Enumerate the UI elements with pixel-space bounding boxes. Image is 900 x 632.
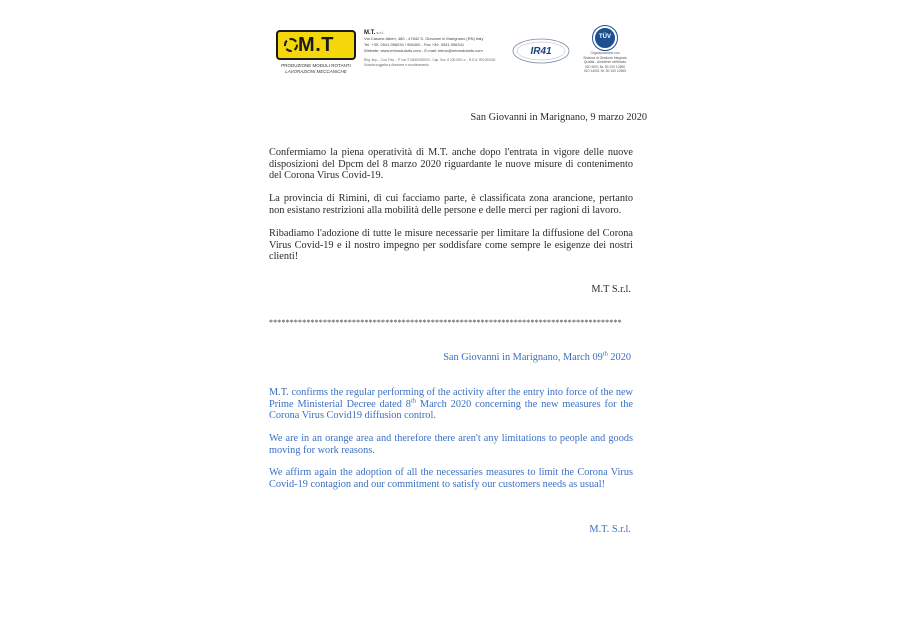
english-date-prefix: San Giovanni in Marignano, March 09 [443,352,603,363]
english-paragraph-3 [269,467,633,490]
mt-logo-caption [274,63,358,75]
ir-logo-text: IR41 [530,46,552,57]
company-info [364,30,504,68]
ir-certification-logo [512,38,570,64]
tuv-caption-2: Sistema di Gestione Integrato [583,55,627,60]
company-address: Via Casone Alberi, 480 - 47842 S. Giovanni in Marignano (RN) Italy [364,36,484,41]
english-signature: M.T. S.r.l. [589,524,631,535]
italian-paragraph-3 [269,228,633,263]
tuv-caption-4: ISO 9001 Nr. 50 100 12690 [584,64,626,69]
section-separator: ************************************************************************************* [269,318,622,327]
english-p1-part-b: March 2020 concerning the new measures for the Corona Virus Covid19 diffusion control. [269,398,634,422]
english-paragraph-2-text: We are in an orange area and therefore there aren't any limitations to people and goods moving for work reasons. [269,433,633,456]
company-registration [364,58,504,68]
italian-paragraph-1 [269,147,633,182]
company-reg-line-1: Reg. Imp. - Cod. Fisc. - P. Iva IT 00000000000 - Cap. Soc. € 100.000 i.v. - R.E.A. RN 000000 [364,58,496,62]
tuv-caption-3: Qualità - Ambiente certificato [583,60,627,65]
tuv-caption [576,51,634,74]
company-name: M.T. [364,30,376,36]
letterhead [274,26,634,76]
english-paragraph-2 [269,433,633,456]
mt-logo-text: M.T [298,34,334,56]
company-phone: Tel. +39. 0541.956034 / 956400 - Fax +39. 0541.956341 [364,42,465,47]
tuv-logo-text: TÜV [599,34,611,40]
english-date-sup: th [602,350,608,358]
tuv-certification-logo [576,26,634,76]
italian-paragraph-2 [269,193,633,216]
italian-date: San Giovanni in Marignano, 9 marzo 2020 [470,112,647,123]
english-paragraph-3-text: We affirm again the adoption of all the necessaries measures to limit the Corona Virus Covid-19 contagion and our commitment to satisfy our customers needs as usual! [269,467,633,490]
english-date [269,352,631,364]
italian-signature: M.T S.r.l. [591,284,631,295]
mt-logo [274,30,358,76]
mt-logo-caption-2: LAVORAZIONI MECCANICHE [285,69,347,74]
italian-paragraph-1-text: Confermiamo la piena operatività di M.T. anche dopo l'entrata in vigore delle nuove disposizioni del Dpcm del 8 marzo 2020 riguardante le nuove misure di contenimento del Corona Virus Covid-19. [269,147,633,182]
mt-logo-caption-1: PRODUZIONE MODULI ROTANTI [281,63,351,68]
tuv-badge-icon [593,26,617,50]
english-date-suffix: 2020 [607,352,631,363]
italian-paragraph-3-text: Ribadiamo l'adozione di tutte le misure necessarie per limitare la diffusione del Corona Virus Covid-19 e il nostro impegno per soddisfare come sempre le esigenze dei nostri clienti! [269,228,633,263]
english-paragraph-1-text [269,387,633,422]
english-paragraph-1 [269,387,633,422]
mt-logo-badge [276,30,356,60]
company-suffix: s.r.l. [376,30,384,35]
tuv-caption-1: Organizzazione con [590,51,620,55]
company-web: Website: www.mtmodularts.com - E-mail: mtmo@mtmodularts.com [364,48,483,53]
company-reg-line-2: Società soggetta a direzione e coordinamento [364,63,429,67]
italian-paragraph-2-text: La provincia di Rimini, di cui facciamo parte, è classificata zona arancione, pertanto non esistano restrizioni alla mobilità delle persone e delle merci per ragioni di lavoro. [269,193,633,216]
english-p1-part-a: M.T. confirms the regular performing of the activity after the entry into force of the new Prime Ministerial Decree dated 8 [269,387,633,410]
english-p1-sup: th [410,397,417,405]
tuv-caption-5: ISO 14001 Nr. 50 100 12565 [584,69,626,74]
